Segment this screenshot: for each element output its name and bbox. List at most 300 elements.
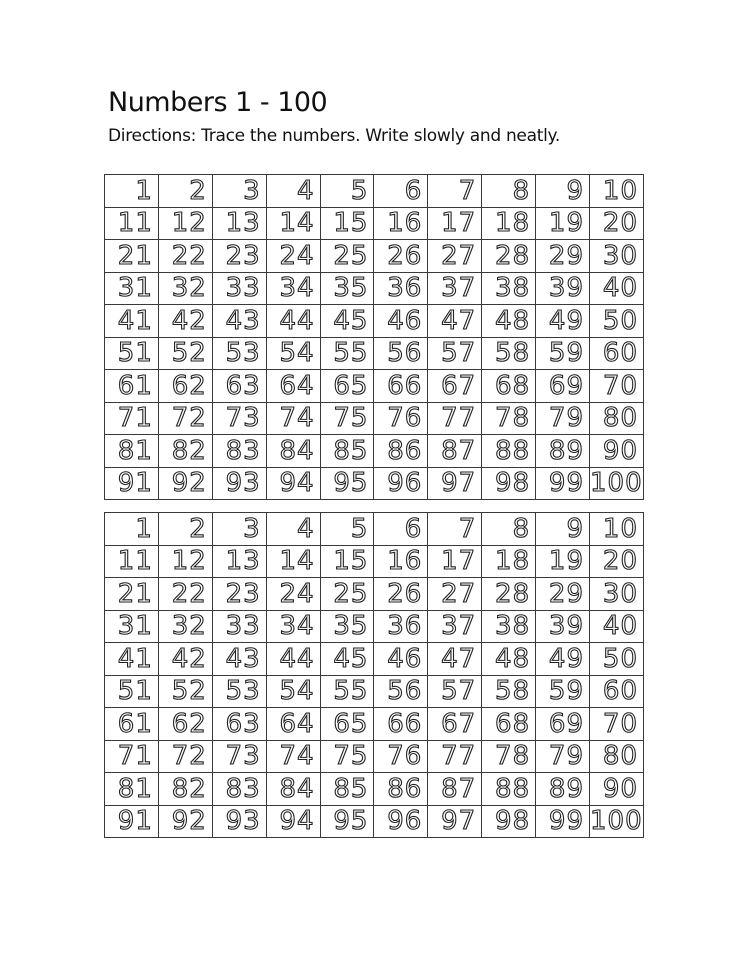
tracing-number: 84: [279, 435, 315, 466]
tracing-number: 3: [243, 175, 261, 206]
tracing-number: 35: [333, 611, 369, 642]
tracing-number: 18: [495, 208, 531, 239]
grid-row: [105, 643, 644, 676]
tracing-number: 81: [117, 435, 153, 466]
tracing-number: 31: [117, 611, 153, 642]
tracing-number: 98: [495, 468, 531, 499]
number-cell: [105, 773, 159, 806]
tracing-number: 95: [333, 468, 369, 499]
tracing-number: 25: [333, 578, 369, 609]
tracing-number: 67: [441, 370, 477, 401]
tracing-number: 40: [602, 273, 638, 304]
number-cell: [266, 337, 320, 370]
number-cell: [536, 610, 590, 643]
tracing-number: 97: [441, 806, 477, 837]
number-cell: [105, 545, 159, 578]
number-cell: [266, 773, 320, 806]
number-cell: [320, 305, 374, 338]
tracing-number: 43: [225, 643, 261, 674]
number-cell: [320, 578, 374, 611]
tracing-number: 4: [297, 513, 315, 544]
tracing-number: 13: [225, 208, 261, 239]
tracing-number: 38: [495, 611, 531, 642]
number-cell: [482, 272, 536, 305]
grid-row: [105, 513, 644, 546]
tracing-number: 64: [279, 708, 315, 739]
number-cell: [374, 805, 428, 838]
tracing-number: 23: [225, 578, 261, 609]
grid-row: [105, 272, 644, 305]
tracing-number: 22: [171, 578, 207, 609]
number-cell: [266, 370, 320, 403]
tracing-number: 27: [441, 578, 477, 609]
number-cell: [158, 708, 212, 741]
number-cell: [374, 545, 428, 578]
number-cell: [428, 545, 482, 578]
tracing-number: 28: [495, 578, 531, 609]
number-cell: [536, 207, 590, 240]
grid-row: [105, 305, 644, 338]
number-cell: [482, 305, 536, 338]
tracing-number: 21: [117, 578, 153, 609]
tracing-number: 39: [548, 611, 585, 642]
number-cell: [428, 708, 482, 741]
number-cell: [320, 513, 374, 546]
tracing-number: 57: [441, 338, 477, 369]
tracing-number: 57: [441, 676, 477, 707]
number-cell: [266, 675, 320, 708]
grid-row: [105, 610, 644, 643]
tracing-number: 45: [333, 643, 369, 674]
number-cell: [428, 675, 482, 708]
number-cell: [482, 805, 536, 838]
tracing-number: 24: [279, 578, 315, 609]
number-cell: [374, 675, 428, 708]
tracing-number: 95: [333, 806, 369, 837]
number-cell: [320, 643, 374, 676]
tracing-number: 37: [441, 273, 477, 304]
tracing-number: 83: [225, 435, 261, 466]
number-cell: [105, 305, 159, 338]
number-cell: [158, 740, 212, 773]
number-cell: [266, 740, 320, 773]
number-cell: [158, 578, 212, 611]
number-cell: [374, 370, 428, 403]
tracing-number: 82: [171, 435, 207, 466]
number-cell: [374, 610, 428, 643]
number-cell: [536, 175, 590, 208]
number-cell: [590, 513, 644, 546]
tracing-number: 91: [117, 468, 153, 499]
number-grid-bottom: [104, 512, 644, 838]
tracing-number: 16: [387, 208, 423, 239]
number-cell: [212, 578, 266, 611]
tracing-number: 12: [171, 546, 207, 577]
tracing-number: 52: [171, 338, 207, 369]
tracing-number: 47: [441, 643, 477, 674]
tracing-number: 96: [387, 468, 423, 499]
tracing-number: 44: [279, 643, 315, 674]
tracing-number: 33: [225, 273, 261, 304]
tracing-number: 64: [279, 370, 315, 401]
tracing-number: 50: [602, 643, 638, 674]
tracing-number: 88: [495, 435, 531, 466]
number-cell: [320, 708, 374, 741]
tracing-number: 53: [225, 338, 261, 369]
number-cell: [158, 675, 212, 708]
number-cell: [212, 402, 266, 435]
number-cell: [212, 805, 266, 838]
number-cell: [590, 207, 644, 240]
tracing-number: 80: [602, 741, 638, 772]
tracing-number: 30: [602, 578, 638, 609]
tracing-number: 18: [495, 546, 531, 577]
tracing-number: 60: [602, 338, 638, 369]
tracing-number: 80: [602, 403, 638, 434]
tracing-number: 79: [548, 741, 585, 772]
tracing-number: 75: [333, 403, 369, 434]
tracing-number: 49: [548, 305, 585, 336]
tracing-number: 47: [441, 305, 477, 336]
tracing-number: 78: [495, 741, 531, 772]
tracing-number: 67: [441, 708, 477, 739]
tracing-number: 91: [117, 806, 153, 837]
tracing-number: 60: [602, 676, 638, 707]
number-cell: [428, 773, 482, 806]
tracing-number: 54: [279, 676, 315, 707]
tracing-number: 70: [602, 370, 638, 401]
tracing-number: 13: [225, 546, 261, 577]
tracing-number: 62: [171, 370, 207, 401]
number-cell: [266, 207, 320, 240]
number-cell: [482, 175, 536, 208]
number-cell: [320, 805, 374, 838]
grid-row: [105, 578, 644, 611]
number-cell: [158, 272, 212, 305]
tracing-number: 76: [387, 741, 423, 772]
tracing-number: 88: [495, 773, 531, 804]
number-cell: [212, 773, 266, 806]
number-cell: [320, 610, 374, 643]
tracing-number: 53: [225, 676, 261, 707]
tracing-number: 5: [350, 513, 369, 544]
tracing-number: 94: [279, 806, 315, 837]
number-cell: [536, 740, 590, 773]
tracing-number: 59: [548, 676, 585, 707]
number-cell: [590, 305, 644, 338]
number-cell: [158, 773, 212, 806]
number-cell: [266, 545, 320, 578]
tracing-number: 58: [495, 338, 531, 369]
tracing-number: 41: [117, 305, 153, 336]
number-cell: [428, 610, 482, 643]
number-cell: [212, 370, 266, 403]
number-cell: [428, 740, 482, 773]
tracing-number: 99: [548, 806, 585, 837]
number-cell: [536, 545, 590, 578]
number-cell: [536, 773, 590, 806]
tracing-number: 68: [495, 708, 531, 739]
number-cell: [590, 578, 644, 611]
tracing-number: 77: [441, 403, 477, 434]
number-cell: [374, 207, 428, 240]
tracing-number: 87: [441, 773, 477, 804]
tracing-number: 23: [225, 240, 261, 271]
tracing-number: 65: [333, 370, 369, 401]
number-cell: [482, 467, 536, 500]
number-cell: [320, 240, 374, 273]
number-cell: [590, 610, 644, 643]
tracing-number: 3: [243, 513, 261, 544]
tracing-number: 20: [602, 208, 638, 239]
number-cell: [212, 675, 266, 708]
number-cell: [105, 578, 159, 611]
number-cell: [212, 513, 266, 546]
tracing-number: 29: [548, 578, 585, 609]
tracing-number: 46: [387, 643, 423, 674]
number-cell: [482, 513, 536, 546]
number-cell: [158, 370, 212, 403]
number-cell: [212, 337, 266, 370]
grid-row: [105, 337, 644, 370]
tracing-number: 66: [387, 370, 423, 401]
number-cell: [536, 643, 590, 676]
tracing-number: 72: [171, 403, 207, 434]
number-cell: [374, 402, 428, 435]
tracing-number: 78: [495, 403, 531, 434]
number-cell: [428, 805, 482, 838]
tracing-number: 45: [333, 305, 369, 336]
number-cell: [374, 272, 428, 305]
number-grid-top: [104, 174, 644, 500]
tracing-number: 85: [333, 773, 369, 804]
number-cell: [158, 240, 212, 273]
number-cell: [158, 337, 212, 370]
tracing-number: 86: [387, 773, 423, 804]
number-cell: [105, 175, 159, 208]
tracing-number: 39: [548, 273, 585, 304]
number-cell: [536, 337, 590, 370]
number-cell: [536, 805, 590, 838]
tracing-number: 17: [441, 546, 477, 577]
tracing-number: 11: [117, 546, 153, 577]
tracing-number: 26: [387, 578, 423, 609]
tracing-number: 59: [548, 338, 585, 369]
number-cell: [482, 337, 536, 370]
tracing-number: 93: [225, 468, 261, 499]
number-cell: [374, 175, 428, 208]
tracing-number: 36: [387, 273, 423, 304]
number-cell: [212, 240, 266, 273]
tracing-number: 27: [441, 240, 477, 271]
tracing-number: 92: [171, 806, 207, 837]
number-cell: [158, 643, 212, 676]
number-cell: [266, 610, 320, 643]
tracing-number: 85: [333, 435, 369, 466]
number-cell: [590, 740, 644, 773]
tracing-number: 74: [279, 741, 315, 772]
number-cell: [482, 240, 536, 273]
tracing-number: 33: [225, 611, 261, 642]
tracing-number: 72: [171, 741, 207, 772]
tracing-number: 89: [548, 773, 585, 804]
number-cell: [428, 370, 482, 403]
tracing-number: 32: [171, 273, 207, 304]
number-cell: [590, 643, 644, 676]
grid-row: [105, 740, 644, 773]
number-cell: [590, 240, 644, 273]
number-cell: [158, 610, 212, 643]
number-cell: [158, 207, 212, 240]
tracing-number: 96: [387, 806, 423, 837]
number-cell: [320, 402, 374, 435]
grid-row: [105, 545, 644, 578]
number-cell: [105, 240, 159, 273]
tracing-number: 89: [548, 435, 585, 466]
number-cell: [105, 207, 159, 240]
number-cell: [266, 643, 320, 676]
number-cell: [212, 305, 266, 338]
tracing-number: 56: [387, 676, 423, 707]
tracing-number: 4: [297, 175, 315, 206]
tracing-number: 62: [171, 708, 207, 739]
number-cell: [374, 740, 428, 773]
tracing-number: 5: [350, 175, 369, 206]
number-cell: [536, 402, 590, 435]
grid-row: [105, 370, 644, 403]
tracing-number: 76: [387, 403, 423, 434]
number-cell: [428, 175, 482, 208]
tracing-number: 14: [279, 208, 315, 239]
tracing-number: 32: [171, 611, 207, 642]
number-cell: [105, 708, 159, 741]
tracing-number: 42: [171, 305, 207, 336]
tracing-number: 44: [279, 305, 315, 336]
number-cell: [212, 708, 266, 741]
tracing-number: 30: [602, 240, 638, 271]
number-cell: [428, 402, 482, 435]
tracing-number: 9: [566, 513, 585, 544]
tracing-number: 36: [387, 611, 423, 642]
number-cell: [212, 545, 266, 578]
tracing-number: 66: [387, 708, 423, 739]
number-cell: [266, 305, 320, 338]
number-cell: [212, 740, 266, 773]
number-cell: [105, 402, 159, 435]
tracing-number: 99: [548, 468, 585, 499]
tracing-number: 38: [495, 273, 531, 304]
tracing-number: 20: [602, 546, 638, 577]
number-cell: [482, 643, 536, 676]
number-cell: [590, 773, 644, 806]
number-cell: [428, 305, 482, 338]
number-cell: [482, 402, 536, 435]
tracing-number: 35: [333, 273, 369, 304]
number-cell: [212, 272, 266, 305]
tracing-number: 63: [225, 708, 261, 739]
tracing-number: 2: [189, 513, 207, 544]
number-cell: [482, 610, 536, 643]
tracing-number: 16: [387, 546, 423, 577]
number-cell: [482, 675, 536, 708]
tracing-number: 61: [117, 370, 153, 401]
grid-row: [105, 240, 644, 273]
tracing-number: 93: [225, 806, 261, 837]
number-cell: [105, 643, 159, 676]
number-cell: [158, 545, 212, 578]
tracing-number: 21: [117, 240, 153, 271]
number-cell: [482, 773, 536, 806]
tracing-number: 52: [171, 676, 207, 707]
tracing-number: 71: [117, 741, 153, 772]
tracing-number: 31: [117, 273, 153, 304]
tracing-number: 22: [171, 240, 207, 271]
number-cell: [536, 435, 590, 468]
tracing-number: 12: [171, 208, 207, 239]
number-cell: [428, 467, 482, 500]
number-cell: [266, 467, 320, 500]
tracing-number: 40: [602, 611, 638, 642]
grid-row: [105, 175, 644, 208]
number-cell: [374, 708, 428, 741]
number-cell: [266, 402, 320, 435]
number-cell: [536, 370, 590, 403]
tracing-number: 69: [548, 708, 585, 739]
number-cell: [428, 513, 482, 546]
number-cell: [266, 272, 320, 305]
number-cell: [266, 708, 320, 741]
tracing-number: 84: [279, 773, 315, 804]
number-cell: [105, 740, 159, 773]
tracing-number: 74: [279, 403, 315, 434]
tracing-number: 63: [225, 370, 261, 401]
worksheet-directions: Directions: Trace the numbers. Write slowly and neatly.: [108, 126, 560, 146]
number-cell: [266, 240, 320, 273]
number-cell: [266, 805, 320, 838]
number-cell: [374, 467, 428, 500]
tracing-number: 34: [279, 611, 315, 642]
tracing-number: 24: [279, 240, 315, 271]
tracing-number: 8: [512, 513, 531, 544]
tracing-number: 69: [548, 370, 585, 401]
number-cell: [158, 513, 212, 546]
number-cell: [536, 240, 590, 273]
number-cell: [428, 272, 482, 305]
tracing-number: 61: [117, 708, 153, 739]
number-cell: [320, 207, 374, 240]
number-cell: [212, 207, 266, 240]
number-cell: [536, 578, 590, 611]
tracing-number: 1: [135, 175, 153, 206]
number-cell: [428, 435, 482, 468]
tracing-number: 10: [602, 513, 638, 544]
number-cell: [482, 545, 536, 578]
tracing-number: 1: [135, 513, 153, 544]
number-cell: [590, 337, 644, 370]
number-cell: [158, 467, 212, 500]
number-cell: [212, 610, 266, 643]
number-cell: [158, 435, 212, 468]
tracing-number: 71: [117, 403, 153, 434]
number-cell: [482, 207, 536, 240]
number-cell: [590, 175, 644, 208]
number-cell: [320, 545, 374, 578]
number-cell: [482, 740, 536, 773]
number-cell: [536, 272, 590, 305]
number-cell: [105, 435, 159, 468]
tracing-number: 68: [495, 370, 531, 401]
tracing-number: 65: [333, 708, 369, 739]
